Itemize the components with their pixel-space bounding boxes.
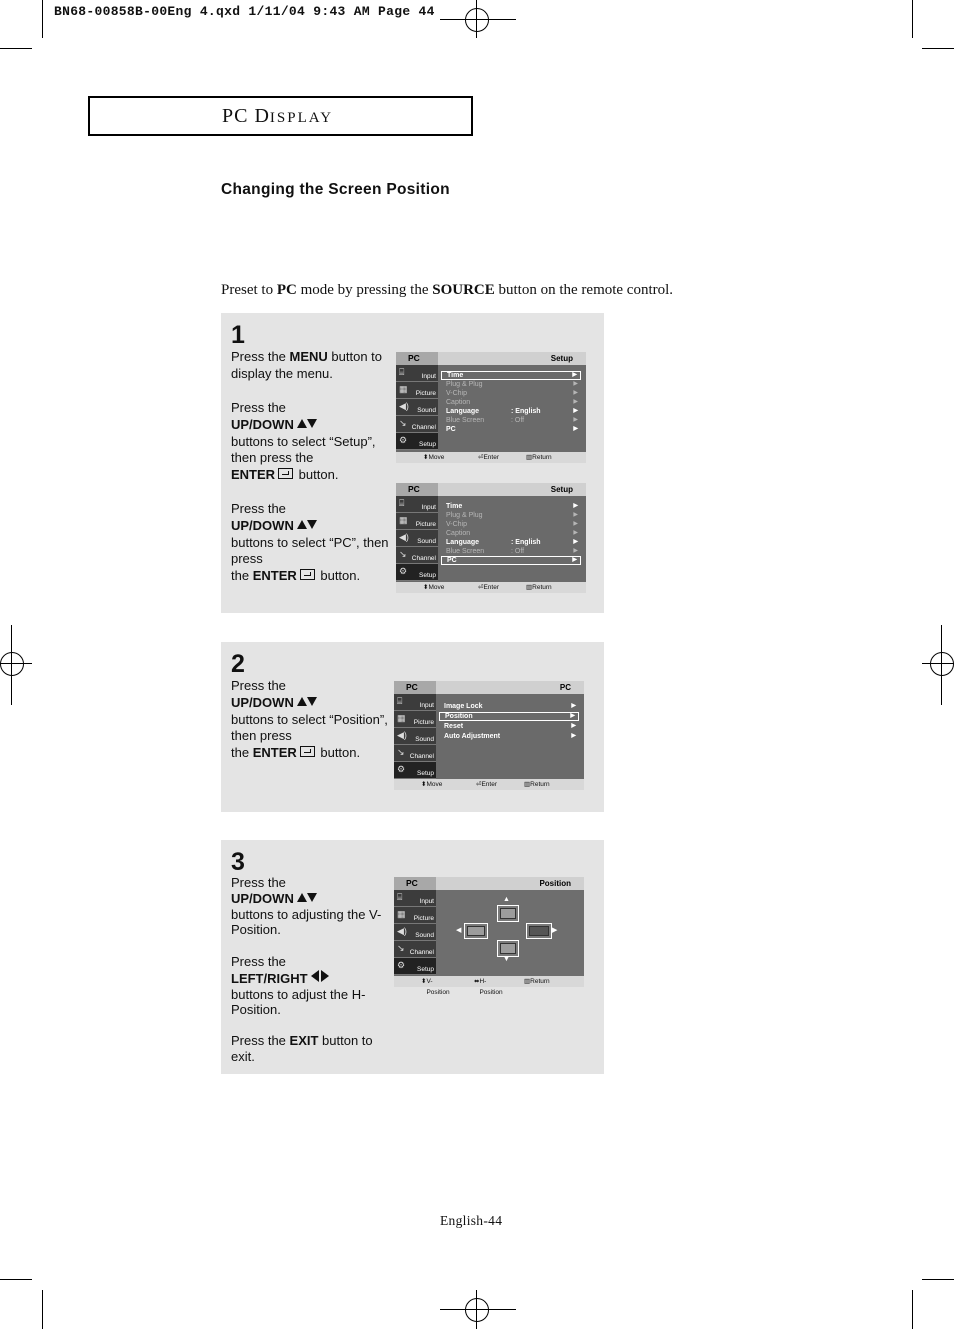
osd-row: Plug & Plug ▶ <box>446 381 578 388</box>
down-arrow-icon <box>307 893 317 902</box>
osd-row: Caption ▶ <box>446 530 578 537</box>
setup-icon: ⚙ <box>399 566 408 576</box>
step-number: 3 <box>231 848 245 876</box>
osd-sidebar <box>394 890 436 975</box>
chapter-title-box <box>88 96 473 136</box>
position-left-box <box>464 923 488 939</box>
step-3-panel <box>221 840 604 1074</box>
position-down-box <box>497 940 519 957</box>
osd-row: Time ▶ <box>441 371 581 380</box>
picture-icon: ▦ <box>397 713 406 723</box>
speaker-icon: ◀) <box>399 401 409 411</box>
up-arrow-icon <box>297 520 307 529</box>
satellite-icon: ↘ <box>399 418 407 428</box>
input-icon: ⌸ <box>399 498 405 508</box>
osd-item-sound: ◀) Sound <box>396 530 438 547</box>
input-icon: ⌸ <box>397 696 403 706</box>
osd-item-input: ⌸ Input <box>396 496 438 513</box>
osd-item-channel: ↘ Channel <box>396 547 438 564</box>
osd-sidebar <box>396 496 438 581</box>
step-3-instruction-a: Press the UP/DOWN buttons to adjusting the V-Position. <box>231 875 382 938</box>
left-arrow-icon <box>311 970 319 982</box>
osd-item-setup: ⚙ Setup <box>394 958 436 975</box>
osd-row: PC ▶ <box>441 556 581 565</box>
osd-menu-list <box>439 701 579 741</box>
satellite-icon: ↘ <box>397 747 405 757</box>
step-2-panel <box>221 642 604 812</box>
page-number: English-44 <box>440 1213 503 1228</box>
position-up-box <box>497 905 519 922</box>
osd-item-picture: ▦ Picture <box>394 711 436 728</box>
osd-row: Plug & Plug ▶ <box>446 512 578 519</box>
osd-title: Position <box>539 879 571 888</box>
osd-sidebar <box>394 694 436 779</box>
setup-icon: ⚙ <box>397 764 406 774</box>
osd-row: Blue Screen : Off ▶ <box>446 417 578 424</box>
osd-footer: ⬍ V-Position ⬌ H-Position ▥ Return <box>394 976 584 987</box>
osd-item-setup: ⚙ Setup <box>394 762 436 779</box>
setup-icon: ⚙ <box>399 435 408 445</box>
down-arrow-icon <box>307 697 317 706</box>
enter-icon <box>300 746 315 757</box>
osd-row: Language : English ▶ <box>446 408 578 415</box>
osd-item-channel: ↘ Channel <box>396 416 438 433</box>
satellite-icon: ↘ <box>399 549 407 559</box>
osd-item-channel: ↘ Channel <box>394 941 436 958</box>
osd-row: V-Chip ▶ <box>446 390 578 397</box>
osd-position-screen: PC Position ⌸ Input ▦ Picture ◀) Sound ↘ Channel ⚙ Setup ▲ ▼ ◀ ▶ ⬍ V-Position ⬌ H-Position ▥ Return <box>394 877 584 987</box>
osd-pc-tab: PC <box>396 352 438 365</box>
osd-row: Image Lock ▶ <box>444 703 576 710</box>
osd-title: Setup <box>550 354 573 363</box>
setup-icon: ⚙ <box>397 960 406 970</box>
step-number: 1 <box>231 321 245 349</box>
osd-item-setup: ⚙ Setup <box>396 433 438 450</box>
chapter-title: PC DISPLAY <box>222 105 334 127</box>
osd-item-picture: ▦ Picture <box>396 513 438 530</box>
osd-item-input: ⌸ Input <box>394 694 436 711</box>
osd-item-sound: ◀) Sound <box>394 728 436 745</box>
up-arrow-icon: ▲ <box>503 896 510 903</box>
picture-icon: ▦ <box>399 384 408 394</box>
osd-row: Auto Adjustment ▶ <box>444 733 576 740</box>
osd-row: Position ▶ <box>439 712 579 721</box>
osd-row: V-Chip ▶ <box>446 521 578 528</box>
enter-icon <box>300 569 315 580</box>
osd-item-input: ⌸ Input <box>396 365 438 382</box>
left-arrow-icon: ◀ <box>456 927 462 934</box>
step-2-instruction: Press the UP/DOWN buttons to select “Position”, then press the ENTER button. <box>231 678 388 761</box>
step-1-instruction-b: Press the UP/DOWN buttons to select “Setup”, then press the ENTER button. <box>231 400 376 483</box>
osd-pc-menu: PC PC ⌸ Input ▦ Picture ◀) Sound ↘ Channel ⚙ Setup Image Lock ▶ Position ▶ Reset ▶ Auto Adjustment ▶ ⬍ Move ⏎ Enter ▥ Return <box>394 681 584 790</box>
speaker-icon: ◀) <box>399 532 409 542</box>
osd-row: PC ▶ <box>446 426 578 433</box>
osd-sidebar <box>396 365 438 450</box>
osd-item-input: ⌸ Input <box>394 890 436 907</box>
input-icon: ⌸ <box>399 367 405 377</box>
speaker-icon: ◀) <box>397 730 407 740</box>
osd-row: Time ▶ <box>446 503 578 510</box>
right-arrow-icon: ▶ <box>552 927 558 934</box>
file-slug: BN68-00858B-00Eng 4.qxd 1/11/04 9:43 AM Page 44 <box>54 4 435 19</box>
osd-title: PC <box>559 683 571 692</box>
osd-menu-list <box>441 371 581 434</box>
satellite-icon: ↘ <box>397 943 405 953</box>
step-3-instruction-c: Press the EXIT button to exit. <box>231 1033 373 1064</box>
down-arrow-icon <box>307 419 317 428</box>
section-heading: Changing the Screen Position <box>221 181 450 198</box>
osd-item-setup: ⚙ Setup <box>396 564 438 581</box>
osd-row: Reset ▶ <box>444 723 576 730</box>
osd-footer: ⬍ Move ⏎ Enter ▥ Return <box>396 452 586 463</box>
osd-item-sound: ◀) Sound <box>394 924 436 941</box>
osd-row: Language : English ▶ <box>446 539 578 546</box>
speaker-icon: ◀) <box>397 926 407 936</box>
step-number: 2 <box>231 650 245 678</box>
up-arrow-icon <box>297 697 307 706</box>
osd-item-sound: ◀) Sound <box>396 399 438 416</box>
osd-footer: ⬍ Move ⏎ Enter ▥ Return <box>394 779 584 790</box>
up-arrow-icon <box>297 419 307 428</box>
osd-setup-menu-pc: PC Setup ⌸ Input ▦ Picture ◀) Sound ↘ Channel ⚙ Setup Time ▶ Plug & Plug ▶ V-Chip ▶ Caption ▶ Language : English ▶ Blue Screen : Off ▶ PC ▶ ⬍ Move ⏎ Enter ▥ Return <box>396 483 586 593</box>
step-1-instruction-a: Press the MENU button to display the menu. <box>231 349 383 381</box>
enter-icon <box>278 468 293 479</box>
step-1-instruction-c: Press the UP/DOWN buttons to select “PC”, then press the ENTER button. <box>231 501 389 584</box>
picture-icon: ▦ <box>397 909 406 919</box>
osd-row: Blue Screen : Off ▶ <box>446 548 578 555</box>
up-arrow-icon <box>297 893 307 902</box>
down-arrow-icon: ▼ <box>503 956 510 963</box>
osd-setup-menu <box>396 352 586 463</box>
step-3-instruction-b: Press the LEFT/RIGHT buttons to adjust the H-Position. <box>231 954 366 1018</box>
osd-item-picture: ▦ Picture <box>394 907 436 924</box>
down-arrow-icon <box>307 520 317 529</box>
osd-item-channel: ↘ Channel <box>394 745 436 762</box>
osd-item-picture: ▦ Picture <box>396 382 438 399</box>
position-adjust-area <box>436 890 584 976</box>
right-arrow-icon <box>321 970 329 982</box>
position-right-box <box>526 923 552 939</box>
osd-menu-list <box>441 502 581 565</box>
step-1-panel <box>221 313 604 613</box>
picture-icon: ▦ <box>399 515 408 525</box>
input-icon: ⌸ <box>397 892 403 902</box>
osd-row: Caption ▶ <box>446 399 578 406</box>
osd-footer: ⬍ Move ⏎ Enter ▥ Return <box>396 582 586 593</box>
intro-text: Preset to PC mode by pressing the SOURCE button on the remote control. <box>221 282 674 298</box>
